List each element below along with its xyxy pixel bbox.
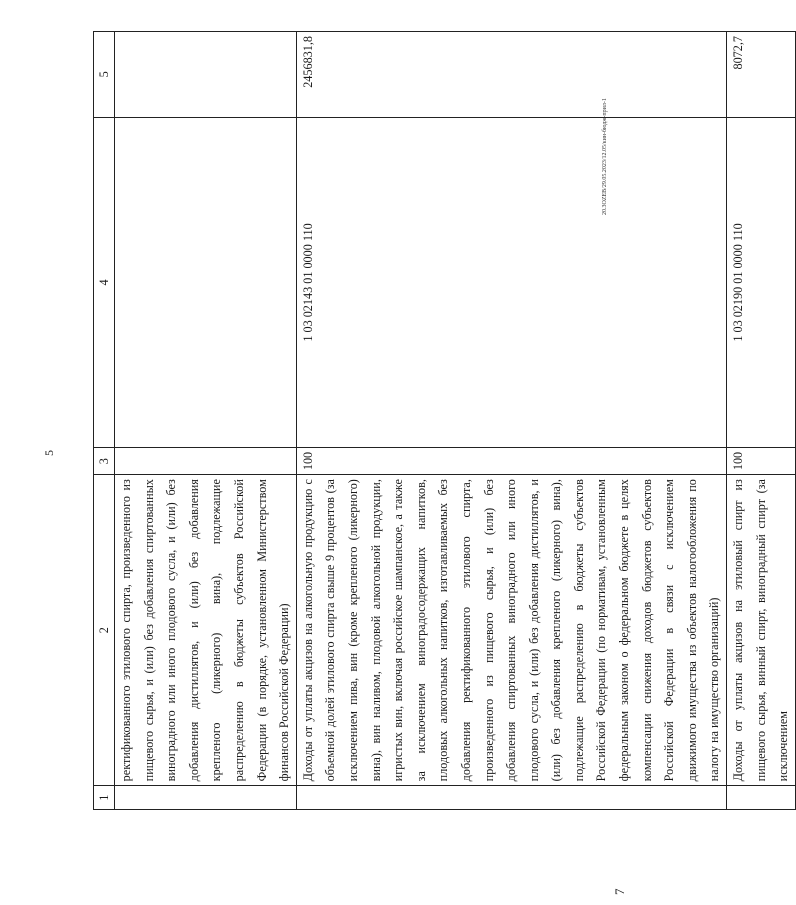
table-row: [115, 32, 297, 810]
header-col-1: 1: [94, 786, 115, 810]
row-code: 1 03 02190 01 0000 110: [727, 117, 796, 448]
table-row: [727, 32, 796, 810]
row-norm: 100: [727, 448, 796, 475]
row-code: [115, 117, 297, 448]
document-code: 20.3OZEB/29.05.2023/12.05/кин-бюдж-прил-1: [602, 98, 608, 215]
row-col-1: [296, 786, 726, 810]
row-amount: 8072,7: [727, 32, 796, 118]
row-amount: 2456831,8: [296, 32, 726, 118]
row-norm: 100: [296, 448, 726, 475]
row-norm: [115, 448, 297, 475]
row-col-1: [727, 786, 796, 810]
row-code: 1 03 02143 01 0000 110: [296, 117, 726, 448]
budget-table: [93, 31, 796, 810]
corner-page-number: 7: [612, 888, 627, 895]
row-description: ректификованного этилового спирта, произведенного из пищевого сырья, и (или) без добавления спиртованных виноградного или иного плодового сусла, и (или) без добавления дистиллятов, и (или) без добавления крепленого (ликерного) вина), подлежащие распределению в бюджеты субъектов Российской Федерации (в порядке, установленном Министерством финансов Российской Федерации): [115, 475, 297, 786]
header-col-2: 2: [94, 475, 115, 786]
table-row: [296, 32, 726, 810]
header-col-3: 3: [94, 448, 115, 475]
table-header-row: [94, 32, 115, 810]
row-col-1: [115, 786, 297, 810]
header-col-4: 4: [94, 117, 115, 448]
page-number: 5: [42, 450, 56, 456]
row-description: Доходы от уплаты акцизов на алкогольную продукцию с объемной долей этилового спирта свыше 9 процентов (за исключением пива, вин (кроме крепленого (ликерного) вина), вин наливом, плодовой алкогольной продукции, игристых вин, включая российское шампанское, а также за исключением виноградосодержащих напитков, плодовых алкогольных напитков, изготавливаемых без добавления ректификованного этилового спирта, произведенного из пищевого сырья, и (или) без добавления спиртованных виноградного или иного плодового сусла, и (или) без добавления дистиллятов, и (или) без добавления крепленого (ликерного) вина), подлежащие распределению в бюджеты субъектов Российской Федерации (по нормативам, установленным федеральным законом о федеральном бюджете в целях компенсации снижения доходов бюджетов субъектов Российской Федерации в связи с исключением движимого имущества из объектов налогообложения по налогу на имущество организаций): [296, 475, 726, 786]
row-description: Доходы от уплаты акцизов на этиловый спирт из пищевого сырья, винный спирт, виноградный спирт (за исключением: [727, 475, 796, 786]
row-amount: [115, 32, 297, 118]
header-col-5: 5: [94, 32, 115, 118]
